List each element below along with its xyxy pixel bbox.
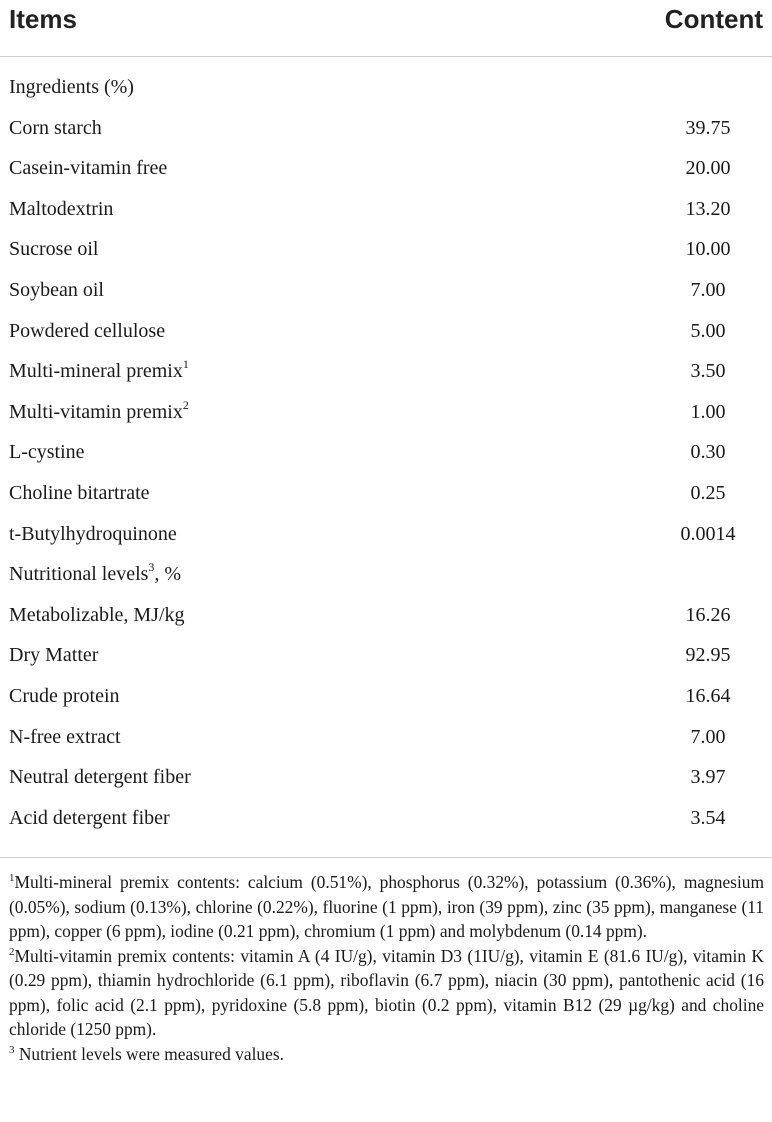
row-value: 5.00 (690, 319, 726, 342)
footnote-text: Nutrient levels were measured values. (14, 1043, 284, 1064)
row-label-group (9, 397, 189, 424)
row-label-group (9, 560, 182, 586)
row-label: Multi-mineral premix (9, 360, 183, 383)
row-label: Ingredients (%) (9, 76, 134, 98)
row-label: Sucrose oil (9, 238, 99, 261)
row-label: Neutral detergent fiber (9, 766, 191, 789)
table-row (0, 316, 772, 357)
table-row (0, 681, 772, 722)
row-label: Maltodextrin (9, 197, 114, 220)
footnote-2 (9, 944, 764, 1042)
row-value: 13.20 (685, 197, 731, 220)
table-row (0, 194, 772, 235)
row-value: 3.97 (690, 766, 726, 789)
table-row (0, 153, 772, 194)
row-value: 16.26 (685, 603, 731, 626)
row-value: 3.54 (690, 806, 726, 829)
row-label-group (9, 357, 189, 383)
footnote-3 (9, 1042, 764, 1067)
row-value: 92.95 (685, 644, 731, 667)
row-label: Powdered cellulose (9, 319, 166, 342)
row-value: 7.00 (690, 725, 726, 748)
row-label: Crude protein (9, 684, 120, 707)
table-row (0, 275, 772, 316)
table-row (0, 559, 772, 600)
footnote-marker: 1 (182, 357, 189, 372)
table-row (0, 234, 772, 275)
row-label: Metabolizable, MJ/kg (9, 603, 185, 626)
row-label: Soybean oil (9, 278, 104, 301)
table-row (0, 437, 772, 478)
header-content: Content (664, 4, 763, 34)
row-label: Choline bitartrate (9, 481, 150, 504)
table-row (0, 640, 772, 681)
table-row (0, 72, 772, 113)
table-row (0, 519, 772, 560)
row-value: 3.50 (690, 360, 726, 383)
table-row (0, 803, 772, 844)
row-value: 0.25 (690, 481, 726, 504)
header-items: Items (9, 4, 77, 34)
table-header (0, 0, 772, 57)
table-row (0, 113, 772, 154)
row-label: Casein-vitamin free (9, 157, 168, 180)
row-value: 10.00 (685, 238, 731, 261)
table-body (0, 72, 772, 843)
footnotes (9, 870, 764, 1066)
footnote-marker: 3 (9, 1043, 15, 1056)
table-divider (0, 857, 772, 858)
row-value: 16.64 (685, 684, 731, 707)
table-row (0, 722, 772, 763)
footnote-marker: 3 (148, 560, 155, 575)
row-label: L-cystine (9, 441, 85, 464)
row-label-suffix: , % (154, 563, 182, 586)
table-row (0, 397, 772, 438)
table-row (0, 600, 772, 641)
table-row (0, 762, 772, 803)
table-row (0, 478, 772, 519)
row-label: Dry Matter (9, 644, 99, 667)
footnote-text: Multi-vitamin premix contents: vitamin A (4 IU/g), vitamin D3 (1IU/g), vitamin E (81.6 IU/g), vitamin K (0.29 ppm), thiamin hydrochloride (6.1 ppm), riboflavin (6.7 ppm), niacin (30 ppm), pantothenic acid (16 ppm), folic acid (2.1 ppm), pyridoxine (5.8 ppm), biotin (0.2 ppm), vitamin B12 (29 µg/kg) and choline chloride (1250 ppm). (9, 945, 764, 1039)
row-value: 1.00 (690, 400, 726, 423)
row-value: 0.0014 (680, 522, 736, 545)
footnote-text: Multi-mineral premix contents: calcium (0.51%), phosphorus (0.32%), potassium (0.36%), magnesium (0.05%), sodium (0.13%), chlorine (0.22%), fluorine (1 ppm), iron (39 ppm), zinc (35 ppm), manganese (11 ppm), copper (6 ppm), iodine (0.21 ppm), chromium (1 ppm) and molybdenum (0.14 ppm). (9, 872, 764, 941)
row-value: 39.75 (685, 116, 731, 139)
row-value: 20.00 (685, 157, 731, 180)
row-label: Corn starch (9, 116, 102, 139)
footnote-marker: 2 (182, 397, 189, 412)
row-value: 7.00 (690, 278, 726, 301)
row-label: Acid detergent fiber (9, 806, 170, 829)
row-label: N-free extract (9, 725, 121, 748)
row-label: Multi-vitamin premix (9, 400, 183, 423)
footnote-1 (9, 870, 764, 944)
row-label: t-Butylhydroquinone (9, 522, 177, 545)
table-row (0, 356, 772, 397)
footnote-marker: 2 (9, 945, 15, 958)
row-value: 0.30 (690, 441, 726, 464)
row-label: Nutritional levels (9, 563, 149, 586)
footnote-marker: 1 (9, 872, 15, 884)
